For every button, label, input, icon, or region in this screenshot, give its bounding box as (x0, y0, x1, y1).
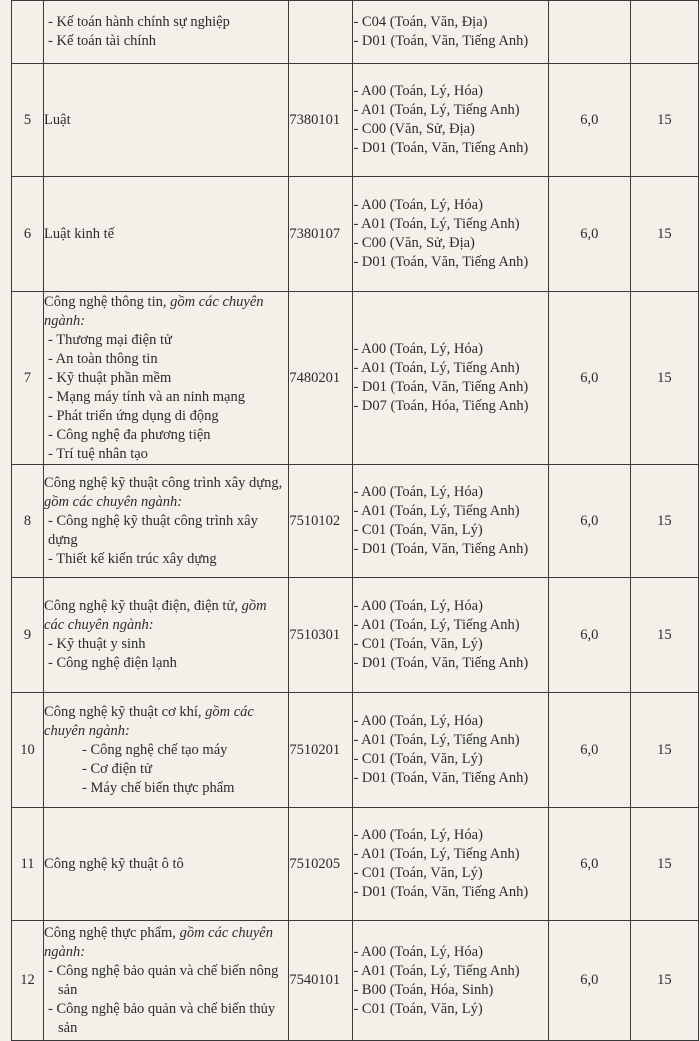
min-score: 6,0 (548, 177, 630, 292)
specialization-item: - Kế toán tài chính (48, 33, 156, 49)
specialization-list (44, 635, 288, 673)
major-name (44, 225, 288, 244)
major-name-italic: gồm các chuyên ngành: (44, 703, 254, 739)
major-cell (44, 292, 289, 465)
subject-block-item: - A00 (Toán, Lý, Hóa) (353, 83, 483, 99)
row-number: 9 (12, 578, 44, 693)
major-cell (44, 1, 289, 64)
specialization-item: - Công nghệ điện lạnh (48, 655, 177, 671)
subject-block-item: - A01 (Toán, Lý, Tiếng Anh) (353, 216, 520, 232)
specialization-list (44, 962, 288, 1038)
row-number: 7 (12, 292, 44, 465)
subject-block-list (353, 597, 547, 673)
major-code: 7380107 (289, 225, 341, 242)
subject-block-item: - D01 (Toán, Văn, Tiếng Anh) (353, 541, 529, 557)
subject-block-item: - A00 (Toán, Lý, Hóa) (353, 943, 483, 960)
specialization-item: - Máy chế biến thực phẩm (82, 779, 235, 796)
row-number: 10 (12, 693, 44, 808)
specialization-item: - Cơ điện tử (82, 760, 152, 777)
specialization-item: - Phát triển ứng dụng di động (48, 407, 219, 424)
specialization-item: - Công nghệ bảo quản và chế biến nông sản (48, 962, 279, 998)
specialization-item: - Kỹ thuật y sinh (48, 636, 146, 652)
major-name (44, 703, 288, 741)
table-row (12, 808, 699, 921)
major-name (44, 855, 288, 874)
subject-block-item: - A00 (Toán, Lý, Hóa) (353, 484, 483, 500)
major-name-text: Công nghệ thực phẩm, (44, 924, 180, 941)
table-row (12, 292, 699, 465)
subject-block-item: - A00 (Toán, Lý, Hóa) (353, 197, 483, 213)
major-code: 7380101 (289, 111, 341, 128)
major-cell (44, 578, 289, 693)
min-score: 6,0 (548, 292, 630, 465)
subject-block-item: - C01 (Toán, Văn, Lý) (353, 865, 483, 881)
row-number: 12 (12, 921, 44, 1041)
major-cell (44, 465, 289, 578)
subject-block-item: - D01 (Toán, Văn, Tiếng Anh) (353, 655, 529, 671)
major-code: 7510301 (289, 626, 341, 643)
major-cell (44, 64, 289, 177)
major-code-cell (289, 693, 353, 808)
major-code: 7480201 (289, 369, 341, 386)
subject-block-list (353, 196, 547, 272)
major-code: 7510205 (289, 855, 341, 872)
subject-block-item: - A01 (Toán, Lý, Tiếng Anh) (353, 732, 520, 748)
specialization-list (44, 331, 288, 464)
specialization-item: - Công nghệ đa phương tiện (48, 426, 211, 443)
admissions-table (11, 0, 699, 1041)
table-row (12, 921, 699, 1041)
min-score: 6,0 (548, 921, 630, 1041)
quota: 15 (630, 177, 698, 292)
subject-block-item: - C00 (Văn, Sử, Địa) (353, 121, 475, 137)
major-code-cell (289, 64, 353, 177)
subject-blocks-cell (353, 64, 548, 177)
subject-block-item: - D07 (Toán, Hóa, Tiếng Anh) (353, 398, 529, 414)
major-code-cell (289, 921, 353, 1041)
subject-block-item: - D01 (Toán, Văn, Tiếng Anh) (353, 254, 529, 270)
min-score (548, 1, 630, 64)
specialization-list (44, 512, 288, 569)
specialization-item: - Mạng máy tính và an ninh mạng (48, 388, 245, 405)
subject-block-item: - D01 (Toán, Văn, Tiếng Anh) (353, 33, 529, 49)
table-body (12, 1, 699, 1041)
table-row (12, 64, 699, 177)
subject-block-list (353, 826, 547, 902)
subject-block-list (353, 13, 547, 51)
subject-blocks-cell (353, 578, 548, 693)
major-name-text: Công nghệ kỹ thuật ô tô (44, 855, 184, 872)
major-name (44, 597, 288, 635)
specialization-item: - Kỹ thuật phần mềm (48, 369, 172, 386)
quota: 15 (630, 921, 698, 1041)
subject-block-list (353, 712, 547, 788)
subject-block-item: - C01 (Toán, Văn, Lý) (353, 751, 483, 767)
major-code-cell (289, 1, 353, 64)
specialization-item: - Công nghệ bảo quản và chế biến thủy sản (48, 1000, 276, 1036)
row-number (12, 1, 44, 64)
quota: 15 (630, 292, 698, 465)
specialization-item: - Thiết kế kiến trúc xây dựng (48, 550, 217, 567)
row-number: 6 (12, 177, 44, 292)
table-row (12, 465, 699, 578)
major-name-text: Công nghệ kỹ thuật điện, điện tử, (44, 598, 242, 614)
row-number: 8 (12, 465, 44, 578)
row-number: 11 (12, 808, 44, 921)
major-name-text: Công nghệ thông tin, (44, 293, 171, 310)
specialization-item: - Công nghệ kỹ thuật công trình xây dựng (48, 512, 258, 548)
subject-block-item: - A00 (Toán, Lý, Hóa) (353, 713, 483, 729)
subject-block-item: - C00 (Văn, Sử, Địa) (353, 235, 475, 251)
major-code: 7540101 (289, 972, 341, 988)
table-row (12, 578, 699, 693)
quota: 15 (630, 465, 698, 578)
specialization-item: - Trí tuệ nhân tạo (48, 445, 148, 462)
table-row (12, 1, 699, 64)
major-code-cell (289, 465, 353, 578)
subject-block-item: - A01 (Toán, Lý, Tiếng Anh) (353, 102, 520, 118)
specialization-item: - An toàn thông tin (48, 350, 158, 367)
major-cell (44, 808, 289, 921)
specialization-list (44, 741, 288, 798)
subject-blocks-cell (353, 808, 548, 921)
subject-blocks-cell (353, 177, 548, 292)
subject-blocks-cell (353, 465, 548, 578)
subject-block-item: - C01 (Toán, Văn, Lý) (353, 636, 483, 652)
subject-block-item: - D01 (Toán, Văn, Tiếng Anh) (353, 884, 529, 900)
min-score: 6,0 (548, 465, 630, 578)
major-name-italic: gồm các chuyên ngành: (44, 598, 267, 633)
subject-block-item: - D01 (Toán, Văn, Tiếng Anh) (353, 140, 529, 156)
major-name-text: Luật (44, 111, 71, 128)
quota: 15 (630, 64, 698, 177)
subject-block-item: - A00 (Toán, Lý, Hóa) (353, 598, 483, 614)
subject-blocks-cell (353, 292, 548, 465)
min-score: 6,0 (548, 808, 630, 921)
quota (630, 1, 698, 64)
major-name-text: Luật kinh tế (44, 225, 115, 242)
quota: 15 (630, 693, 698, 808)
subject-block-item: - C01 (Toán, Văn, Lý) (353, 522, 483, 538)
major-name-italic: gồm các chuyên ngành: (44, 493, 183, 510)
table-row (12, 177, 699, 292)
major-name-text: Công nghệ kỹ thuật công trình xây dựng, (44, 474, 283, 491)
subject-block-item: - D01 (Toán, Văn, Tiếng Anh) (353, 379, 529, 395)
min-score: 6,0 (548, 64, 630, 177)
quota: 15 (630, 808, 698, 921)
min-score: 6,0 (548, 693, 630, 808)
major-name (44, 111, 288, 130)
major-name-italic: gồm các chuyên ngành: (44, 293, 264, 329)
subject-block-item: - D01 (Toán, Văn, Tiếng Anh) (353, 770, 529, 786)
subject-block-item: - A00 (Toán, Lý, Hóa) (353, 827, 483, 843)
subject-blocks-cell (353, 921, 548, 1041)
major-name (44, 924, 288, 962)
subject-blocks-cell (353, 693, 548, 808)
subject-block-item: - A00 (Toán, Lý, Hóa) (353, 341, 483, 357)
subject-blocks-cell (353, 1, 548, 64)
major-name-text: Công nghệ kỹ thuật cơ khí, (44, 703, 206, 720)
major-code: 7510201 (289, 741, 341, 758)
subject-block-item: - B00 (Toán, Hóa, Sinh) (353, 981, 494, 998)
major-cell (44, 177, 289, 292)
major-code-cell (289, 808, 353, 921)
major-name-italic: gồm các chuyên ngành: (44, 924, 273, 960)
major-code-cell (289, 292, 353, 465)
quota: 15 (630, 578, 698, 693)
major-code-cell (289, 177, 353, 292)
subject-block-list (353, 340, 547, 416)
row-number: 5 (12, 64, 44, 177)
specialization-list (44, 13, 288, 51)
subject-block-item: - A01 (Toán, Lý, Tiếng Anh) (353, 846, 520, 862)
major-name (44, 293, 288, 331)
specialization-item: - Thương mại điện tử (48, 331, 172, 348)
subject-block-item: - A01 (Toán, Lý, Tiếng Anh) (353, 962, 520, 979)
min-score: 6,0 (548, 578, 630, 693)
specialization-item: - Công nghệ chế tạo máy (82, 741, 228, 758)
subject-block-list (353, 943, 547, 1019)
major-cell (44, 921, 289, 1041)
subject-block-list (353, 483, 547, 559)
subject-block-item: - C01 (Toán, Văn, Lý) (353, 1000, 483, 1017)
specialization-item: - Kế toán hành chính sự nghiệp (48, 14, 230, 30)
major-code-cell (289, 578, 353, 693)
subject-block-item: - A01 (Toán, Lý, Tiếng Anh) (353, 617, 520, 633)
subject-block-item: - A01 (Toán, Lý, Tiếng Anh) (353, 503, 520, 519)
subject-block-item: - A01 (Toán, Lý, Tiếng Anh) (353, 360, 520, 376)
table-row (12, 693, 699, 808)
major-cell (44, 693, 289, 808)
major-name (44, 474, 288, 512)
subject-block-item: - C04 (Toán, Văn, Địa) (353, 14, 488, 30)
major-code: 7510102 (289, 512, 341, 529)
subject-block-list (353, 82, 547, 158)
